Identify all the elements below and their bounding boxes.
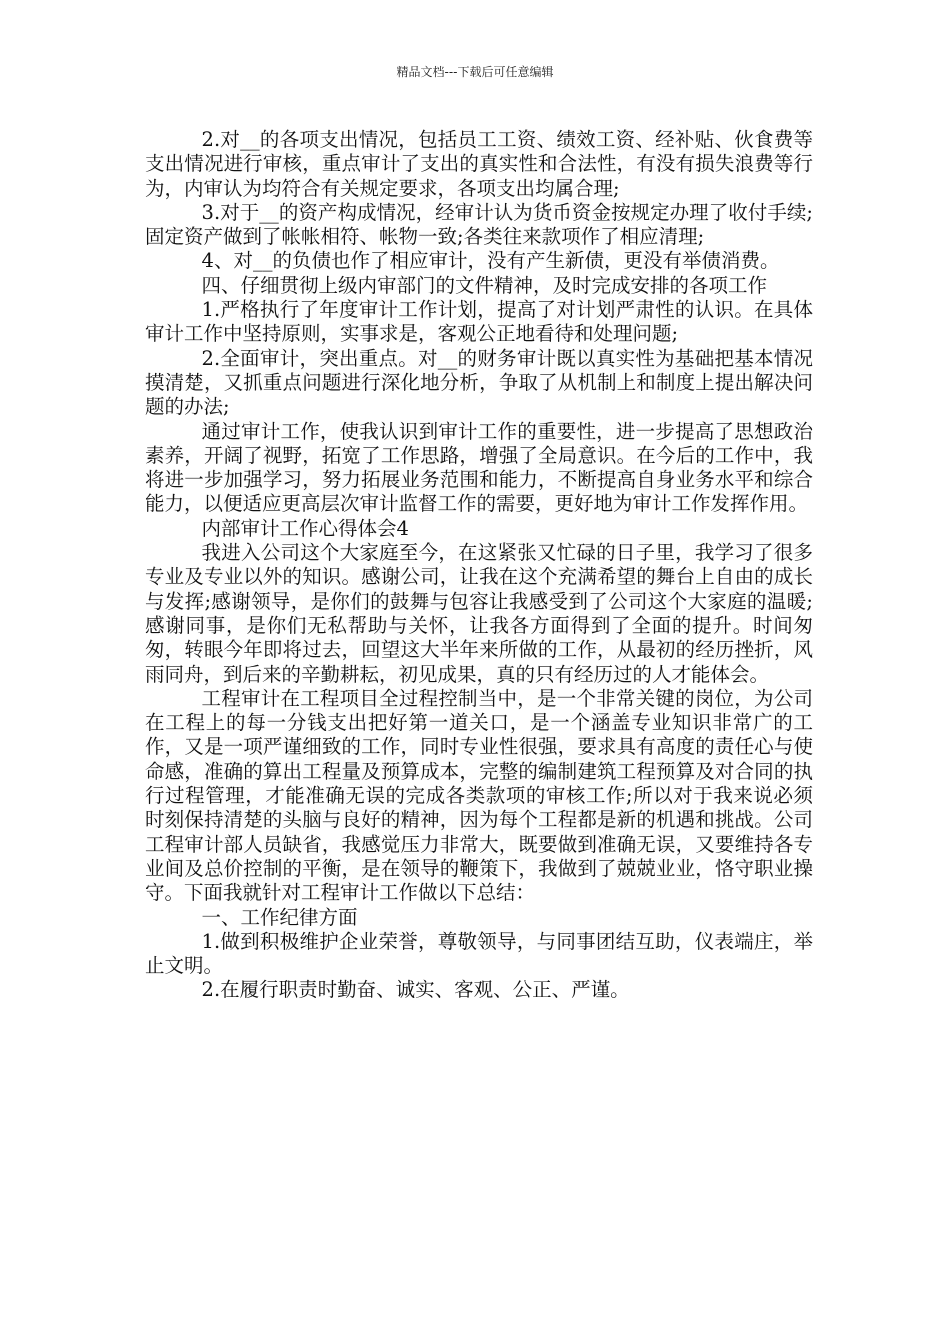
page-header: 精品文档---下载后可任意编辑 [396,65,554,79]
paragraph-company-gratitude: 我进入公司这个大家庭至今，在这紧张又忙碌的日子里，我学习了很多专业及专业以外的知识。感谢公司，让我在这个充满希望的舞台上自由的成长与发挥;感谢领导，是你们的鼓舞与包容让我感受到了公司这个大家庭的温暖;感谢同事，是你们无私帮助与关怀，让我各方面得到了全面的提升。时间匆匆，转眼今年即将过去，回望这大半年来所做的工作，从最初的经历挫折，风雨同舟，到后来的辛勤耕耘，初见成果，真的只有经历过的人才能体会。 [145,541,813,686]
paragraph-engineering-audit: 工程审计在工程项目全过程控制当中，是一个非常关键的岗位，为公司在工程上的每一分钱支出把好第一道关口，是一个涵盖专业知识非常广的工作，又是一项严谨细致的工作，同时专业性很强，要求具有高度的责任心与使命感，准确的算出工程量及预算成本，完整的编制建筑工程预算及对合同的执行过程管理，才能准确无误的完成各类款项的审核工作;所以对于我来说必须时刻保持清楚的头脑与良好的精神，因为每个工程都是新的机遇和挑战。公司工程审计部人员缺省，我感觉压力非常大，既要做到准确无误，又要维持各专业间及总价控制的平衡，是在领导的鞭策下，我做到了兢兢业业，恪守职业操守。下面我就针对工程审计工作做以下总结： [145,686,813,905]
paragraph-discipline-1: 1.做到积极维护企业荣誉，尊敬领导，与同事团结互助，仪表端庄，举止文明。 [145,929,813,978]
paragraph-audit-reflection: 通过审计工作，使我认识到审计工作的重要性，进一步提高了思想政治素养，开阔了视野，拓宽了工作思路，增强了全局意识。在今后的工作中，我将进一步加强学习，努力拓展业务范围和能力，不断提高自身业务水平和综合能力，以便适应更高层次审计监督工作的需要，更好地为审计工作发挥作用。 [145,419,813,516]
paragraph-full-audit: 2.全面审计，突出重点。对__的财务审计既以真实性为基础把基本情况摸清楚，又抓重点问题进行深化地分析，争取了从机制上和制度上提出解决问题的办法; [145,346,813,419]
section-title-experience-4: 内部审计工作心得体会4 [201,516,409,540]
paragraph-liability-audit: 4、对__的负债也作了相应审计，没有产生新债，更没有举债消费。 [201,249,780,273]
document-body [145,128,813,1003]
paragraph-asset-audit: 3.对于__的资产构成情况，经审计认为货币资金按规定办理了收付手续;固定资产做到了帐帐相符、帐物一致;各类往来款项作了相应清理; [145,200,813,249]
section-heading-four: 四、仔细贯彻上级内审部门的文件精神，及时完成安排的各项工作 [201,273,768,297]
paragraph-discipline-2: 2.在履行职责时勤奋、诚实、客观、公正、严谨。 [201,978,630,1002]
section-heading-discipline: 一、工作纪律方面 [201,905,358,929]
paragraph-audit-plan: 1.严格执行了年度审计工作计划，提高了对计划严肃性的认识。在具体审计工作中坚持原则，实事求是，客观公正地看待和处理问题; [145,298,813,346]
paragraph-expense-audit: 2.对__的各项支出情况，包括员工工资、绩效工资、经补贴、伙食费等支出情况进行审核，重点审计了支出的真实性和合法性，有没有损失浪费等行为，内审认为均符合有关规定要求，各项支出均属合理; [145,128,813,200]
